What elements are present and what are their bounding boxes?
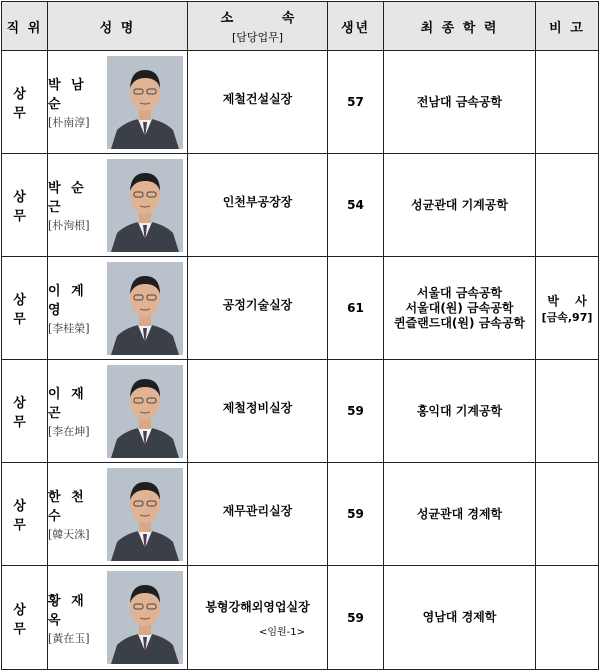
portrait-photo: [107, 571, 183, 664]
photo-cell: [104, 566, 188, 670]
photo-cell: [104, 51, 188, 154]
portrait-photo: [107, 159, 183, 252]
education-line: 성균관대 기계공학: [411, 197, 508, 212]
department-name: 공정기술실장: [222, 297, 293, 312]
education-cell: [384, 51, 536, 154]
remarks-cell: [536, 154, 599, 257]
education-cell: [384, 463, 536, 566]
table-row: [2, 566, 599, 670]
education-cell: [384, 360, 536, 463]
department-name: 제철건설실장: [222, 91, 293, 106]
name-cell: [48, 154, 104, 257]
education-line: 성균관대 경제학: [416, 506, 503, 521]
name-cell: [48, 257, 104, 360]
education-cell: [384, 154, 536, 257]
position-cell: [2, 463, 48, 566]
education-cell: [384, 566, 536, 670]
birth-year-text: 59: [347, 507, 364, 521]
department-name: 봉형강해외영업실장: [205, 599, 310, 614]
birth-year-text: 54: [347, 198, 364, 212]
remarks-cell: [536, 360, 599, 463]
name-cell: [48, 360, 104, 463]
department-cell: [188, 257, 328, 360]
education-line: 전남대 금속공학: [416, 94, 503, 109]
table-row: [2, 154, 599, 257]
photo-cell: [104, 463, 188, 566]
remarks-cell: [536, 257, 599, 360]
executive-roster-table: [1, 1, 599, 670]
header-affiliation: 소 속 [담당업무]: [188, 2, 328, 51]
birth-year-cell: [328, 154, 384, 257]
department-name: 제철정비실장: [222, 400, 293, 415]
birth-year-text: 57: [347, 95, 364, 109]
korean-name: 한 천 수: [48, 490, 87, 524]
education-cell: [384, 257, 536, 360]
position-text: 상 무: [13, 293, 36, 327]
education-line: 서울대(원) 금속공학: [405, 300, 514, 315]
header-education: 최 종 학 력: [384, 2, 536, 51]
department-cell: [188, 154, 328, 257]
name-cell: [48, 566, 104, 670]
education-line: 홍익대 기계공학: [416, 403, 503, 418]
hanja-name: [朴洵根]: [48, 219, 90, 232]
table-header: [2, 2, 599, 51]
birth-year-cell: [328, 566, 384, 670]
position-cell: [2, 360, 48, 463]
portrait-photo: [107, 468, 183, 561]
remarks-cell: [536, 566, 599, 670]
department-cell: [188, 566, 328, 670]
birth-year-text: 61: [347, 301, 364, 315]
table-row: [2, 463, 599, 566]
hanja-name: [朴南淳]: [48, 116, 90, 129]
education-line: 서울대 금속공학: [416, 285, 503, 300]
portrait-photo: [107, 365, 183, 458]
position-cell: [2, 154, 48, 257]
birth-year-cell: [328, 463, 384, 566]
birth-year-cell: [328, 51, 384, 154]
header-remarks: 비 고: [536, 2, 599, 51]
photo-cell: [104, 257, 188, 360]
name-cell: [48, 51, 104, 154]
hanja-name: [黃在玉]: [48, 631, 90, 645]
position-cell: [2, 257, 48, 360]
department-name: 재무관리실장: [222, 503, 293, 518]
hanja-name: [李在坤]: [48, 425, 90, 438]
korean-name: 박 남 순: [48, 78, 87, 112]
portrait-photo: [107, 262, 183, 355]
position-text: 상 무: [13, 602, 36, 637]
position-cell: [2, 51, 48, 154]
header-name: 성 명: [48, 2, 188, 51]
header-position: 직 위: [2, 2, 48, 51]
korean-name: 황 재 옥: [48, 593, 87, 628]
hanja-name: [韓天洙]: [48, 528, 90, 541]
birth-year-cell: [328, 360, 384, 463]
korean-name: 이 계 영: [48, 284, 87, 318]
birth-year-text: 59: [347, 610, 364, 625]
korean-name: 이 재 곤: [48, 387, 87, 421]
department-cell: [188, 51, 328, 154]
photo-cell: [104, 360, 188, 463]
header-birth-year: 생년: [328, 2, 384, 51]
position-text: 상 무: [13, 190, 36, 224]
position-text: 상 무: [13, 396, 36, 430]
remark-degree: 박 사: [547, 293, 593, 308]
table-row: [2, 257, 599, 360]
hanja-name: [李桂榮]: [48, 322, 90, 335]
education-line: 영남대 경제학: [422, 610, 497, 624]
portrait-photo: [107, 56, 183, 149]
remark-field: [금속,97]: [541, 310, 593, 324]
birth-year-text: 59: [347, 404, 364, 418]
remarks-cell: [536, 463, 599, 566]
name-cell: [48, 463, 104, 566]
department-cell: [188, 360, 328, 463]
department-note: <임원-1>: [258, 626, 305, 638]
position-text: 상 무: [13, 87, 36, 121]
table-body: [2, 51, 599, 670]
photo-cell: [104, 154, 188, 257]
birth-year-cell: [328, 257, 384, 360]
department-name: 인천부공장장: [222, 194, 293, 209]
table-row: [2, 51, 599, 154]
department-cell: [188, 463, 328, 566]
position-cell: [2, 566, 48, 670]
education-line: 퀸즐랜드대(원) 금속공학: [393, 315, 526, 330]
remarks-cell: [536, 51, 599, 154]
korean-name: 박 순 근: [48, 181, 87, 215]
table-row: [2, 360, 599, 463]
position-text: 상 무: [13, 499, 36, 533]
